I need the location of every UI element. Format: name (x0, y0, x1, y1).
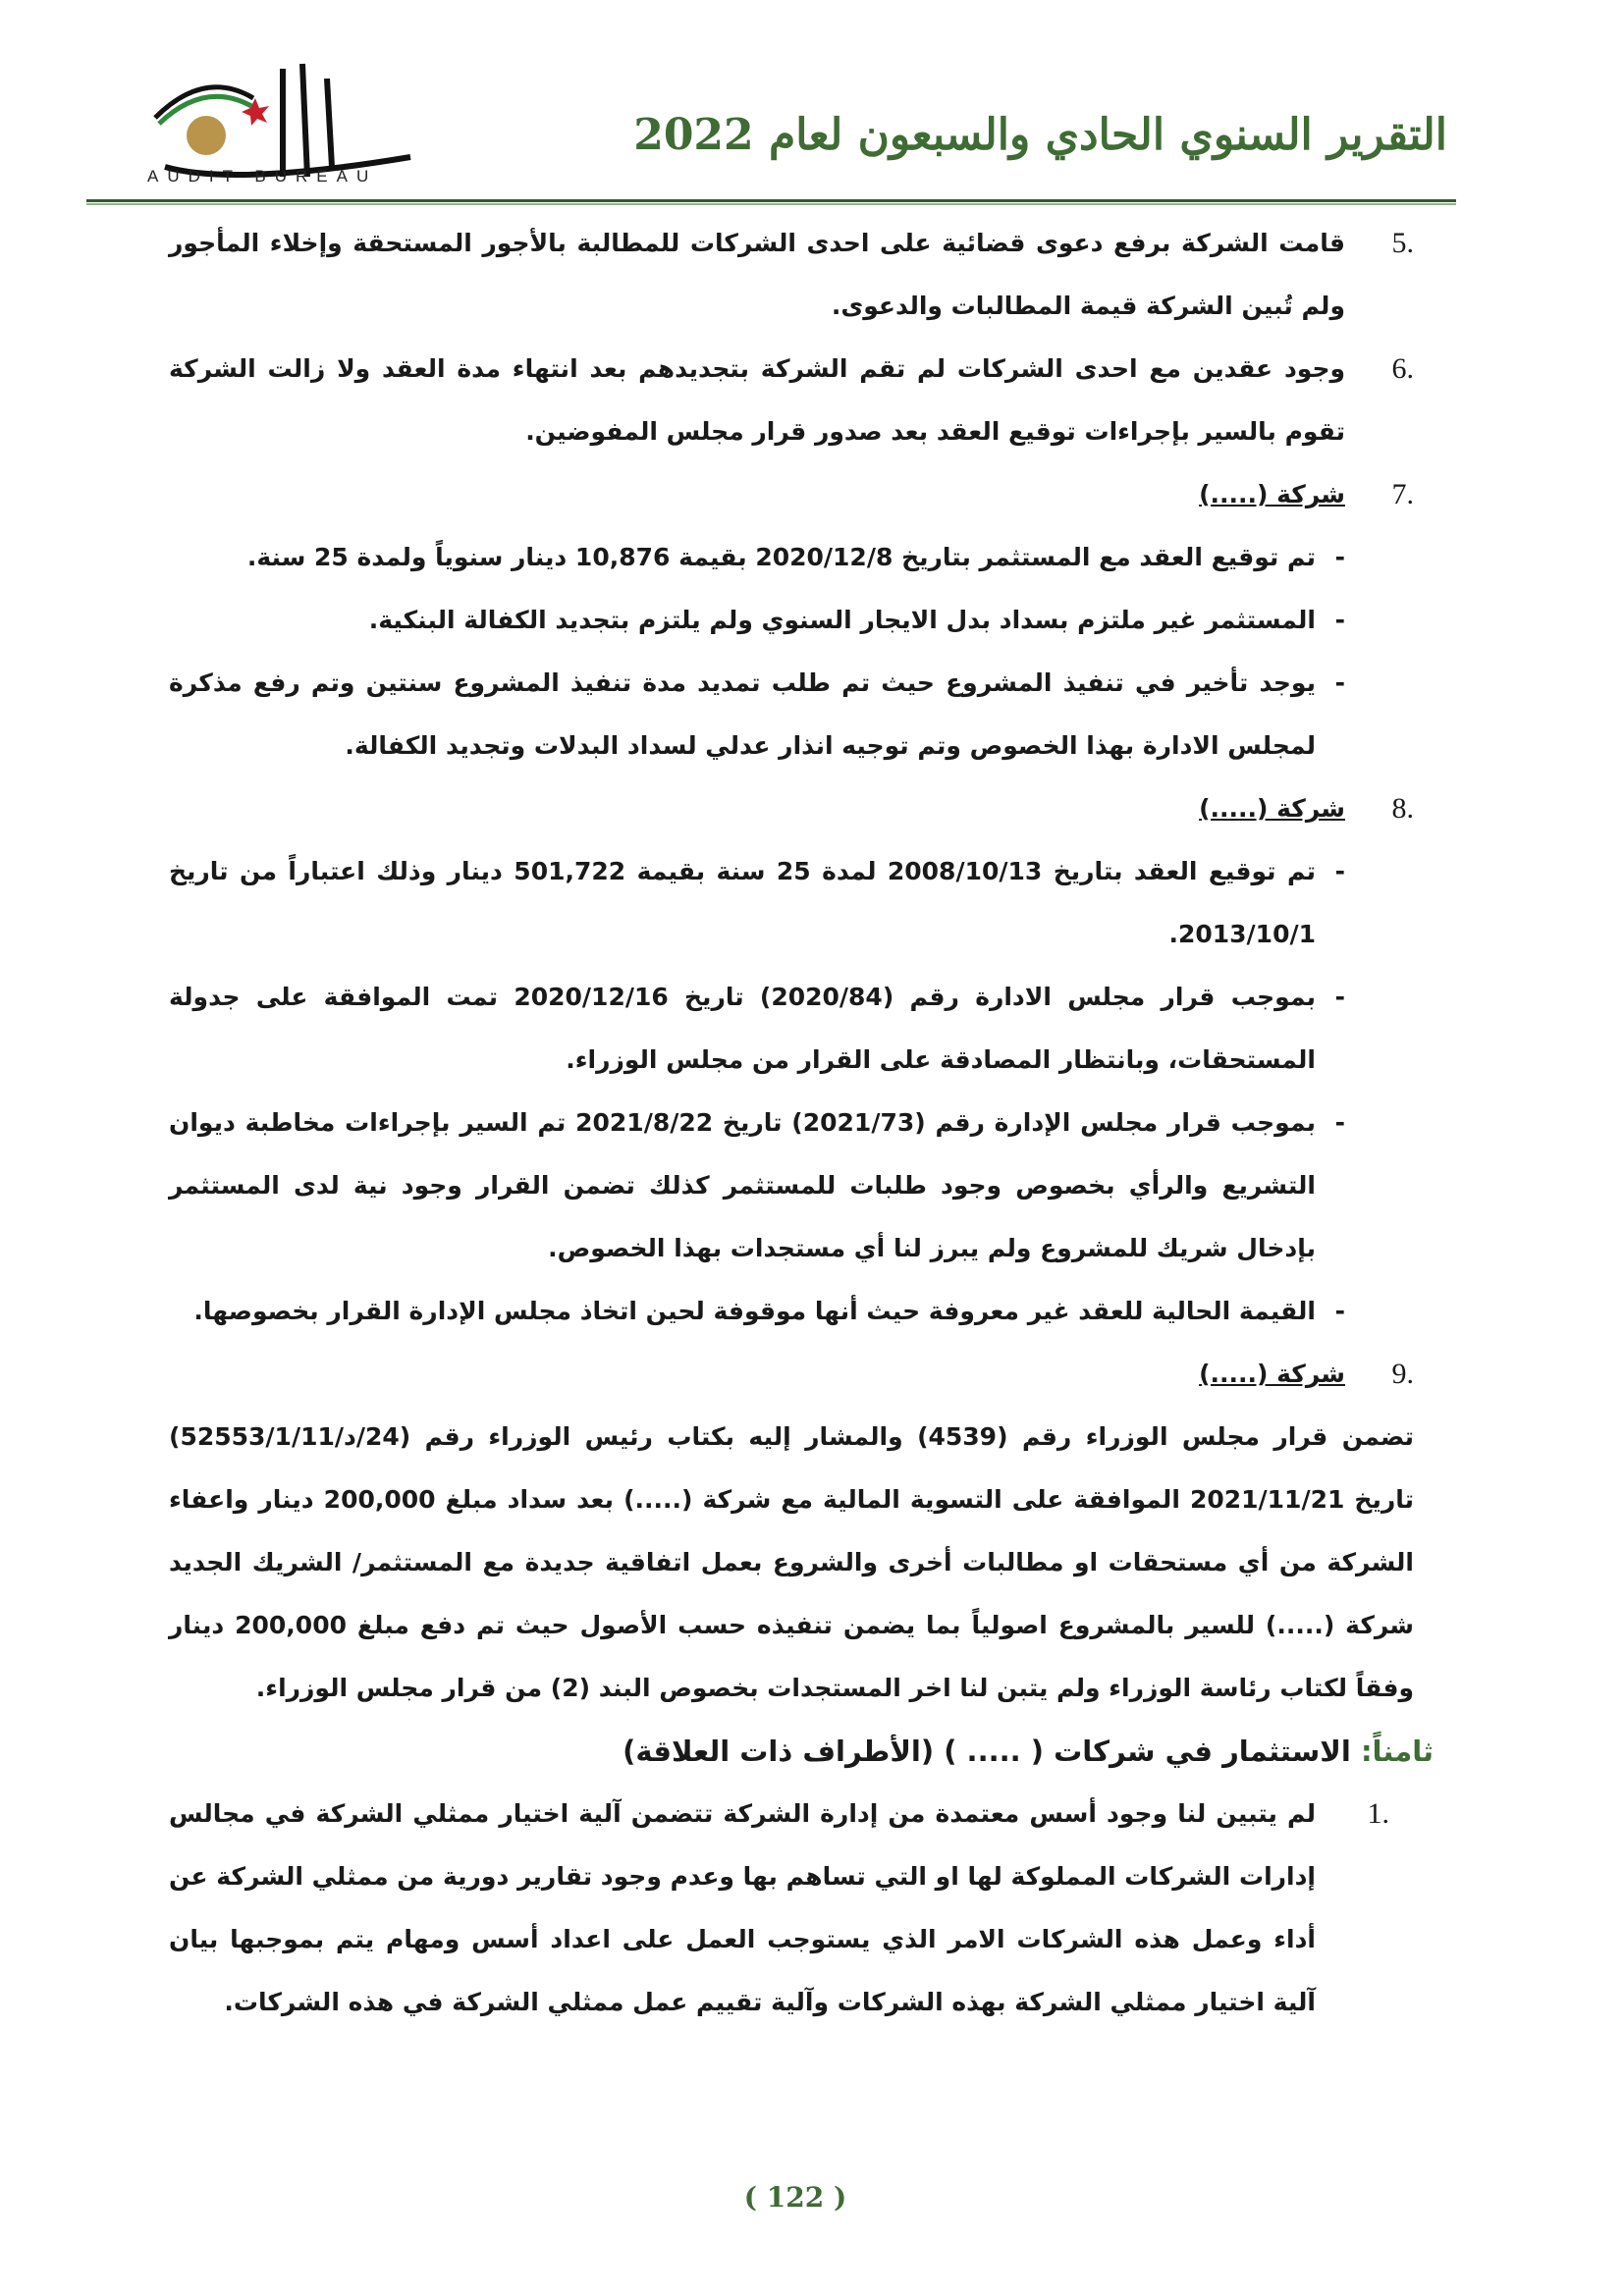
item-number: 6. (1391, 352, 1414, 385)
report-title: التقرير السنوي الحادي والسبعون لعام 2022 (633, 110, 1447, 160)
bullet: - القيمة الحالية للعقد غير معروفة حيث أنها موقوفة لحين اتخاذ مجلس الإدارة القرار بخصوصها. (193, 1297, 1345, 1325)
item-number: 9. (1391, 1358, 1414, 1390)
bullet-text: يوجد تأخير في تنفيذ المشروع حيث تم طلب تمديد مدة تنفيذ المشروع سنتين وتم رفع مذكرة لمجلس الادارة بهذا الخصوص وتم توجيه انذار عدلي لسداد البدلات وتجديد الكفالة. (169, 668, 1316, 760)
document-body (169, 212, 1434, 2034)
section-title: الاستثمار في شركات ( ..... ) (الأطراف ذات العلاقة) (623, 1735, 1351, 1768)
item-title: شركة (.....) (1199, 794, 1345, 823)
item-title: شركة (.....) (1199, 480, 1345, 508)
logo-caption: AUDIT BUREAU (147, 167, 378, 186)
bullet-text: المستثمر غير ملتزم بسداد بدل الايجار السنوي ولم يلتزم بتجديد الكفالة البنكية. (368, 606, 1316, 634)
list-item-8 (169, 777, 1414, 840)
bullet-text: القيمة الحالية للعقد غير معروفة حيث أنها موقوفة لحين اتخاذ مجلس الإدارة القرار بخصوصها. (193, 1297, 1316, 1325)
header-divider-light (86, 203, 1456, 205)
item-text: لم يتبين لنا وجود أسس معتمدة من إدارة الشركة تتضمن آلية اختيار ممثلي الشركة في مجالس إدارات الشركات المملوكة لها او التي تساهم بها وعدم وجود تقارير دورية من ممثلي الشركة عن أداء وعمل هذه الشركات الامر الذي يستوجب العمل على اعداد أسس ومهام يتم بموجبها بيان آلية اختيار ممثلي الشركة بهذه الشركات وآلية تقييم عمل ممثلي الشركة في هذه الشركات. (169, 1799, 1316, 2016)
bullet-text: بموجب قرار مجلس الإدارة رقم (2021/73) تاريخ 2021/8/22 تم السير بإجراءات مخاطبة ديوان التشريع والرأي بخصوص وجود طلبات للمستثمر كذلك تضمن القرار وجود نية لدى المستثمر بإدخال شريك للمشروع ولم يبرز لنا أي مستجدات بهذا الخصوص. (169, 1108, 1316, 1262)
section-heading (169, 1720, 1434, 1783)
bullet: - بموجب قرار مجلس الإدارة رقم (2021/73) تاريخ 2021/8/22 تم السير بإجراءات مخاطبة ديوان التشريع والرأي بخصوص وجود طلبات للمستثمر كذلك تضمن القرار وجود نية لدى المستثمر بإدخال شريك للمشروع ولم يبرز لنا أي مستجدات بهذا الخصوص. (169, 1108, 1345, 1262)
item-number: 5. (1391, 227, 1414, 259)
list-item-5 (169, 212, 1414, 338)
item-text: قامت الشركة برفع دعوى قضائية على احدى الشركات للمطالبة بالأجور المستحقة وإخلاء المأجور ولم تُبين الشركة قيمة المطالبات والدعوى. (169, 229, 1345, 320)
bullet: - يوجد تأخير في تنفيذ المشروع حيث تم طلب تمديد مدة تنفيذ المشروع سنتين وتم رفع مذكرة لمجلس الادارة بهذا الخصوص وتم توجيه انذار عدلي لسداد البدلات وتجديد الكفالة. (169, 668, 1345, 760)
item-text: وجود عقدين مع احدى الشركات لم تقم الشركة بتجديدهم بعد انتهاء مدة العقد ولا زالت الشركة تقوم بالسير بإجراءات توقيع العقد بعد صدور قرار مجلس المفوضين. (169, 354, 1345, 446)
bullet-text: تم توقيع العقد مع المستثمر بتاريخ 2020/12/8 بقيمة 10,876 دينار سنوياً ولمدة 25 سنة. (246, 543, 1316, 571)
item-number: 1. (1367, 1797, 1389, 1830)
header-divider (86, 199, 1456, 202)
bullet-text: بموجب قرار مجلس الادارة رقم (2020/84) تاريخ 2020/12/16 تمت الموافقة على جدولة المستحقات، وبانتظار المصادقة على القرار من مجلس الوزراء. (169, 983, 1316, 1074)
bullet: - تم توقيع العقد بتاريخ 2008/10/13 لمدة 25 سنة بقيمة 501,722 دينار وذلك اعتباراً من تاريخ 2013/10/1. (169, 857, 1345, 948)
bullet: - تم توقيع العقد مع المستثمر بتاريخ 2020/12/8 بقيمة 10,876 دينار سنوياً ولمدة 25 سنة. (246, 543, 1345, 571)
bullet: - المستثمر غير ملتزم بسداد بدل الايجار السنوي ولم يلتزم بتجديد الكفالة البنكية. (368, 606, 1345, 634)
item-number: 7. (1391, 478, 1414, 510)
bullet-text: تم توقيع العقد بتاريخ 2008/10/13 لمدة 25 سنة بقيمة 501,722 دينار وذلك اعتباراً من تاريخ 2013/10/1. (169, 857, 1316, 948)
page-number: ( 122 ) (743, 2181, 847, 2214)
section-label: ثامناً: (1360, 1735, 1434, 1768)
list-item-7 (169, 463, 1414, 526)
item-number: 8. (1391, 792, 1414, 825)
item-title: شركة (.....) (1199, 1360, 1345, 1388)
section-list-item-1 (169, 1783, 1414, 2034)
list-item-6 (169, 338, 1414, 463)
bullet: - بموجب قرار مجلس الادارة رقم (2020/84) تاريخ 2020/12/16 تمت الموافقة على جدولة المستحقات، وبانتظار المصادقة على القرار من مجلس الوزراء. (169, 983, 1345, 1074)
list-item-9 (169, 1343, 1414, 1406)
item-paragraph: تضمن قرار مجلس الوزراء رقم (4539) والمشار إليه بكتاب رئيس الوزراء رقم (24/د/52553/1/11) تاريخ 2021/11/21 الموافقة على التسوية المالية مع شركة (.....) بعد سداد مبلغ 200,000 دينار واعفاء الشركة من أي مستحقات او مطالبات أخرى والشروع بعمل اتفاقية جديدة مع المستثمر/ الشريك الجديد شركة (.....) للسير بالمشروع اصولياً بما يضمن تنفيذه حسب الأصول حيث تم دفع مبلغ 200,000 دينار وفقاً لكتاب رئاسة الوزراء ولم يتبن لنا اخر المستجدات بخصوص البند (2) من قرار مجلس الوزراء. (169, 1422, 1415, 1702)
